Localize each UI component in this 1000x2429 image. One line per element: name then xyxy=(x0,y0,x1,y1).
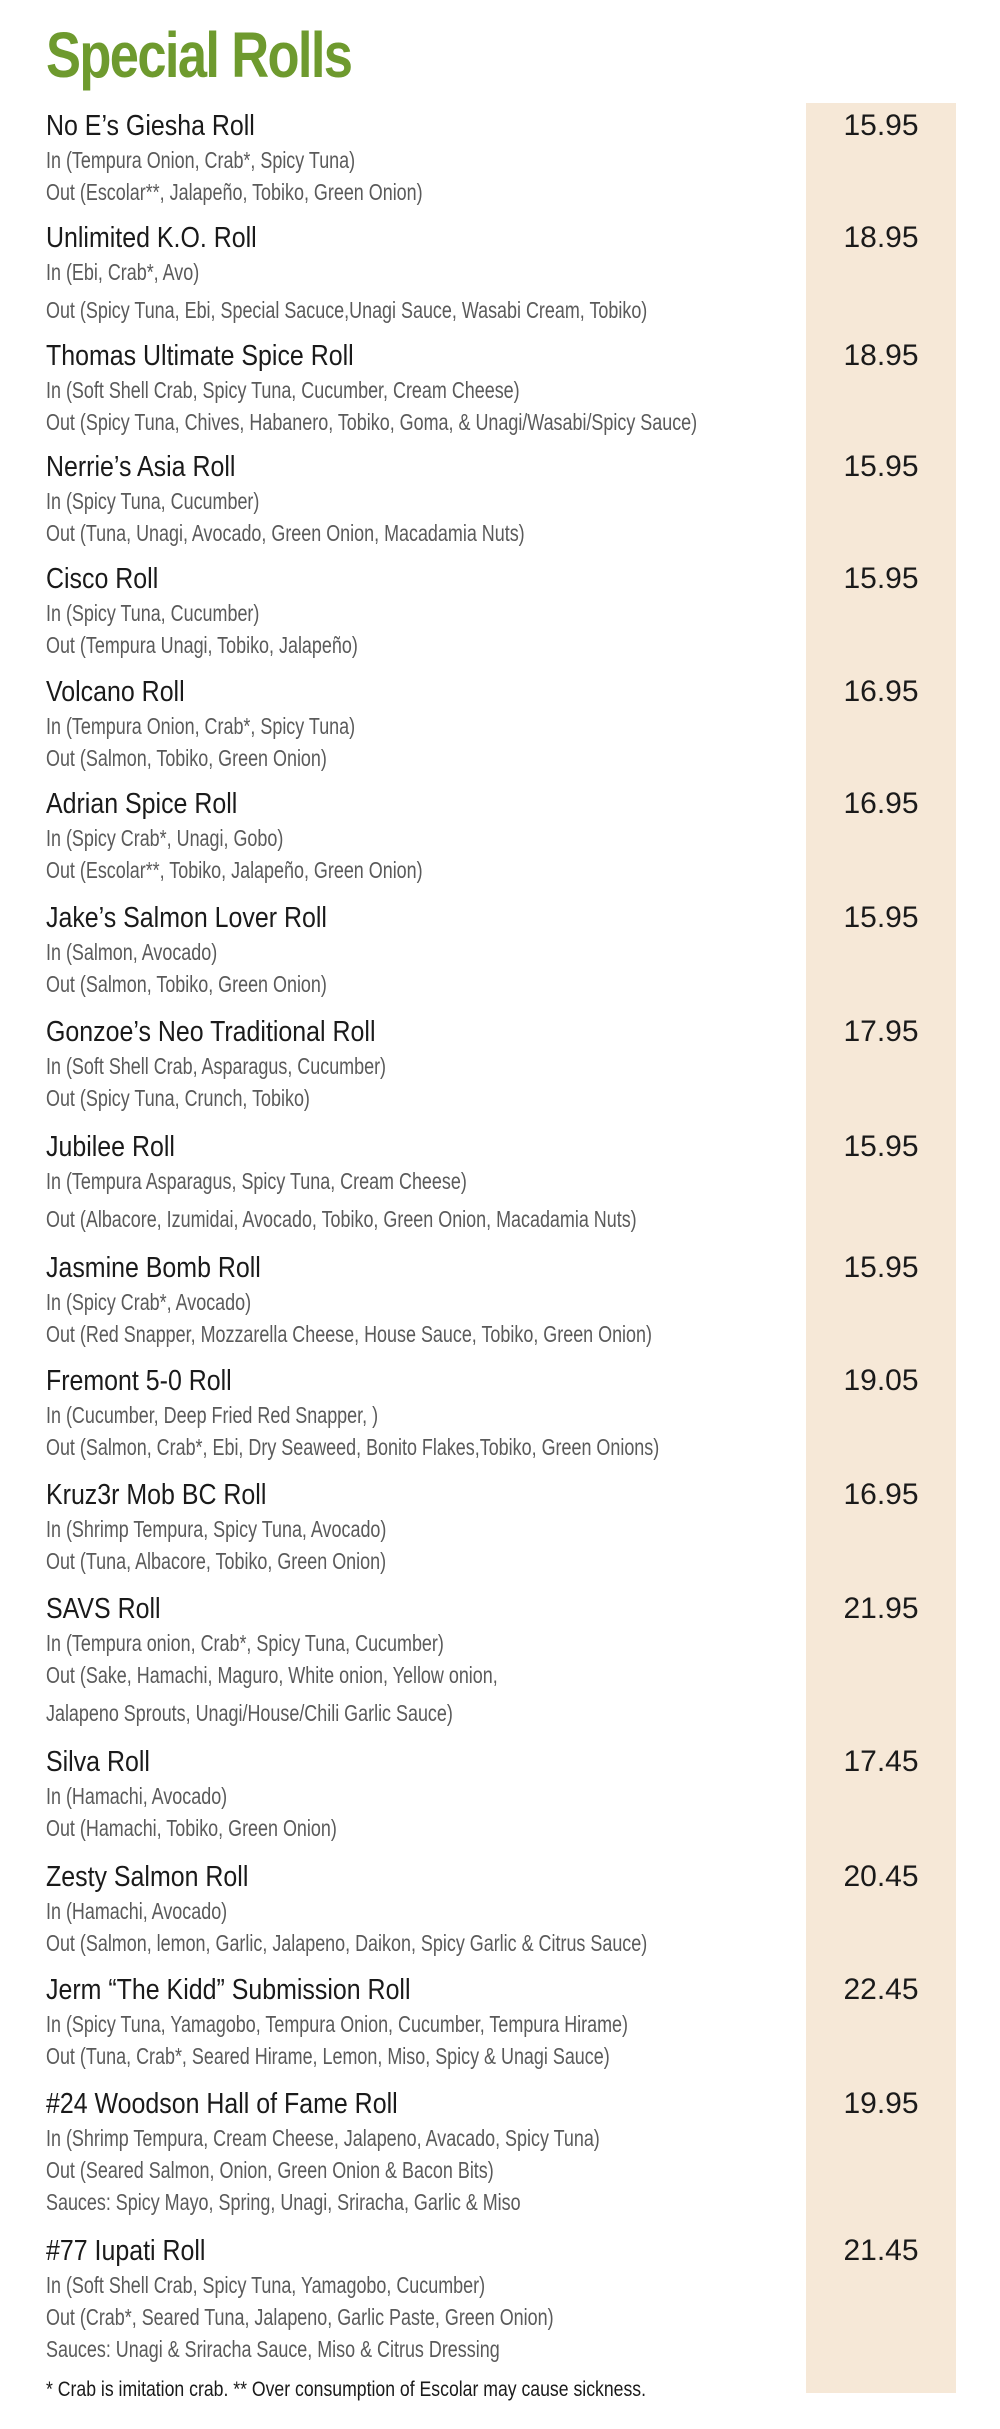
item-ingredients-in: In (Soft Shell Crab, Asparagus, Cucumber) xyxy=(46,1053,387,1079)
item-ingredients-in: In (Hamachi, Avocado) xyxy=(46,1783,228,1809)
item-price: 21.45 xyxy=(843,2234,919,2267)
item-price: 22.45 xyxy=(843,1973,919,2006)
item-name: Gonzoe’s Neo Traditional Roll xyxy=(46,1016,376,1048)
item-ingredients-out: Out (Crab*, Seared Tuna, Jalapeno, Garlic Paste, Green Onion) xyxy=(46,2304,554,2330)
item-ingredients-in: In (Cucumber, Deep Fried Red Snapper, ) xyxy=(46,1402,379,1428)
item-name: SAVS Roll xyxy=(46,1593,161,1625)
item-ingredients-in: In (Spicy Tuna, Cucumber) xyxy=(46,600,260,626)
item-ingredients-out: Out (Seared Salmon, Onion, Green Onion & Bacon Bits) xyxy=(46,2157,494,2183)
item-price: 18.95 xyxy=(843,221,919,254)
item-ingredients-out: Out (Sake, Hamachi, Maguro, White onion, Yellow onion, xyxy=(46,1662,498,1688)
item-name: Cisco Roll xyxy=(46,563,159,595)
item-ingredients-out: Out (Salmon, Tobiko, Green Onion) xyxy=(46,745,327,771)
item-price: 18.95 xyxy=(843,339,919,372)
item-ingredients-in: In (Spicy Tuna, Yamagobo, Tempura Onion, Cucumber, Tempura Hirame) xyxy=(46,2011,629,2037)
item-ingredients-in: In (Tempura Asparagus, Spicy Tuna, Cream Cheese) xyxy=(46,1168,467,1194)
item-text xyxy=(46,1477,806,1577)
item-text xyxy=(46,1250,806,1350)
item-price: 21.95 xyxy=(843,1592,919,1625)
menu-item xyxy=(46,1744,956,1844)
item-ingredients-out: Out (Tempura Unagi, Tobiko, Jalapeño) xyxy=(46,632,358,658)
menu-item xyxy=(46,900,956,1000)
item-text xyxy=(46,2233,806,2365)
item-text xyxy=(46,1744,806,1844)
item-price: 19.95 xyxy=(843,2087,919,2120)
item-text xyxy=(46,220,806,326)
item-ingredients-in: In (Tempura Onion, Crab*, Spicy Tuna) xyxy=(46,713,356,739)
menu-item xyxy=(46,1591,956,1729)
menu-item xyxy=(46,674,956,774)
item-price: 15.95 xyxy=(843,1251,919,1284)
menu-item xyxy=(46,1250,956,1350)
item-name: Nerrie’s Asia Roll xyxy=(46,451,236,483)
item-ingredients-out: Out (Albacore, Izumidai, Avocado, Tobiko, Green Onion, Macadamia Nuts) xyxy=(46,1206,637,1232)
item-ingredients-out: Out (Tuna, Unagi, Avocado, Green Onion, Macadamia Nuts) xyxy=(46,520,525,546)
item-text xyxy=(46,1014,806,1114)
item-price: 19.05 xyxy=(843,1364,919,1397)
menu-item xyxy=(46,1014,956,1114)
item-name: No E’s Giesha Roll xyxy=(46,110,255,142)
item-ingredients-in: In (Tempura onion, Crab*, Spicy Tuna, Cucumber) xyxy=(46,1630,444,1656)
item-ingredients-out-continued: Jalapeno Sprouts, Unagi/House/Chili Garlic Sauce) xyxy=(46,1700,453,1726)
item-ingredients-out: Out (Spicy Tuna, Chives, Habanero, Tobiko, Goma, & Unagi/Wasabi/Spicy Sauce) xyxy=(46,409,698,435)
item-price: 17.45 xyxy=(843,1745,919,1778)
item-name: Jake’s Salmon Lover Roll xyxy=(46,902,327,934)
item-text xyxy=(46,449,806,549)
menu-item xyxy=(46,561,956,661)
footnote: * Crab is imitation crab. ** Over consumption of Escolar may cause sickness. xyxy=(46,2378,646,2401)
item-ingredients-out: Out (Spicy Tuna, Crunch, Tobiko) xyxy=(46,1085,310,1111)
menu-item xyxy=(46,338,956,438)
item-name: Jasmine Bomb Roll xyxy=(46,1252,261,1284)
item-name: Thomas Ultimate Spice Roll xyxy=(46,340,354,372)
item-ingredients-out: Out (Red Snapper, Mozzarella Cheese, House Sauce, Tobiko, Green Onion) xyxy=(46,1321,652,1347)
item-ingredients-out: Out (Hamachi, Tobiko, Green Onion) xyxy=(46,1815,337,1841)
item-ingredients-out: Out (Salmon, Crab*, Ebi, Dry Seaweed, Bonito Flakes,Tobiko, Green Onions) xyxy=(46,1434,660,1460)
item-text xyxy=(46,786,806,886)
page-title: Special Rolls xyxy=(46,19,352,91)
menu-item xyxy=(46,108,956,208)
item-name: Volcano Roll xyxy=(46,676,185,708)
item-price: 16.95 xyxy=(843,675,919,708)
item-name: Jubilee Roll xyxy=(46,1131,175,1163)
item-ingredients-in: In (Shrimp Tempura, Spicy Tuna, Avocado) xyxy=(46,1516,387,1542)
item-sauces: Sauces: Unagi & Sriracha Sauce, Miso & Citrus Dressing xyxy=(46,2336,500,2362)
item-name: Unlimited K.O. Roll xyxy=(46,222,257,254)
item-ingredients-in: In (Ebi, Crab*, Avo) xyxy=(46,259,200,285)
item-price: 20.45 xyxy=(843,1860,919,1893)
item-price: 15.95 xyxy=(843,450,919,483)
menu-item xyxy=(46,2233,956,2365)
item-price: 16.95 xyxy=(843,1478,919,1511)
item-ingredients-in: In (Spicy Crab*, Avocado) xyxy=(46,1289,252,1315)
item-ingredients-in: In (Hamachi, Avocado) xyxy=(46,1898,228,1924)
item-text xyxy=(46,108,806,208)
item-ingredients-in: In (Soft Shell Crab, Spicy Tuna, Yamagobo, Cucumber) xyxy=(46,2272,486,2298)
item-name: Silva Roll xyxy=(46,1746,150,1778)
item-ingredients-out: Out (Tuna, Crab*, Seared Hirame, Lemon, Miso, Spicy & Unagi Sauce) xyxy=(46,2043,610,2069)
item-ingredients-out: Out (Escolar**, Jalapeño, Tobiko, Green Onion) xyxy=(46,179,423,205)
item-price: 15.95 xyxy=(843,1130,919,1163)
item-text xyxy=(46,561,806,661)
item-text xyxy=(46,1363,806,1463)
menu-item xyxy=(46,1477,956,1577)
item-price: 17.95 xyxy=(843,1015,919,1048)
item-ingredients-in: In (Tempura Onion, Crab*, Spicy Tuna) xyxy=(46,147,356,173)
menu-item xyxy=(46,2086,956,2218)
item-text xyxy=(46,1972,806,2072)
item-ingredients-out: Out (Salmon, Tobiko, Green Onion) xyxy=(46,971,327,997)
item-ingredients-in: In (Spicy Crab*, Unagi, Gobo) xyxy=(46,825,284,851)
item-text xyxy=(46,1129,806,1235)
item-text xyxy=(46,1859,806,1959)
item-sauces: Sauces: Spicy Mayo, Spring, Unagi, Sriracha, Garlic & Miso xyxy=(46,2189,521,2215)
item-name: Fremont 5-0 Roll xyxy=(46,1365,232,1397)
item-name: #24 Woodson Hall of Fame Roll xyxy=(46,2088,398,2120)
item-name: #77 Iupati Roll xyxy=(46,2235,206,2267)
item-ingredients-in: In (Shrimp Tempura, Cream Cheese, Jalapeno, Avacado, Spicy Tuna) xyxy=(46,2125,600,2151)
menu-item xyxy=(46,1129,956,1235)
item-ingredients-out: Out (Tuna, Albacore, Tobiko, Green Onion) xyxy=(46,1548,387,1574)
item-name: Adrian Spice Roll xyxy=(46,788,238,820)
menu-item xyxy=(46,449,956,549)
item-price: 15.95 xyxy=(843,109,919,142)
item-name: Kruz3r Mob BC Roll xyxy=(46,1479,267,1511)
item-ingredients-in: In (Spicy Tuna, Cucumber) xyxy=(46,488,260,514)
item-text xyxy=(46,900,806,1000)
menu-item xyxy=(46,1972,956,2072)
menu-item xyxy=(46,1859,956,1959)
item-ingredients-out: Out (Salmon, lemon, Garlic, Jalapeno, Daikon, Spicy Garlic & Citrus Sauce) xyxy=(46,1930,648,1956)
item-ingredients-in: In (Soft Shell Crab, Spicy Tuna, Cucumber, Cream Cheese) xyxy=(46,377,520,403)
item-text xyxy=(46,674,806,774)
item-name: Zesty Salmon Roll xyxy=(46,1861,249,1893)
menu-item xyxy=(46,1363,956,1463)
item-ingredients-out: Out (Escolar**, Tobiko, Jalapeño, Green Onion) xyxy=(46,857,423,883)
item-price: 16.95 xyxy=(843,787,919,820)
item-name: Jerm “The Kidd” Submission Roll xyxy=(46,1974,411,2006)
menu-item xyxy=(46,786,956,886)
item-price: 15.95 xyxy=(843,562,919,595)
menu-item xyxy=(46,220,956,326)
item-text xyxy=(46,2086,806,2218)
item-ingredients-out: Out (Spicy Tuna, Ebi, Special Sacuce,Unagi Sauce, Wasabi Cream, Tobiko) xyxy=(46,297,648,323)
item-price: 15.95 xyxy=(843,901,919,934)
item-ingredients-in: In (Salmon, Avocado) xyxy=(46,939,218,965)
item-text xyxy=(46,338,806,438)
item-text xyxy=(46,1591,806,1729)
